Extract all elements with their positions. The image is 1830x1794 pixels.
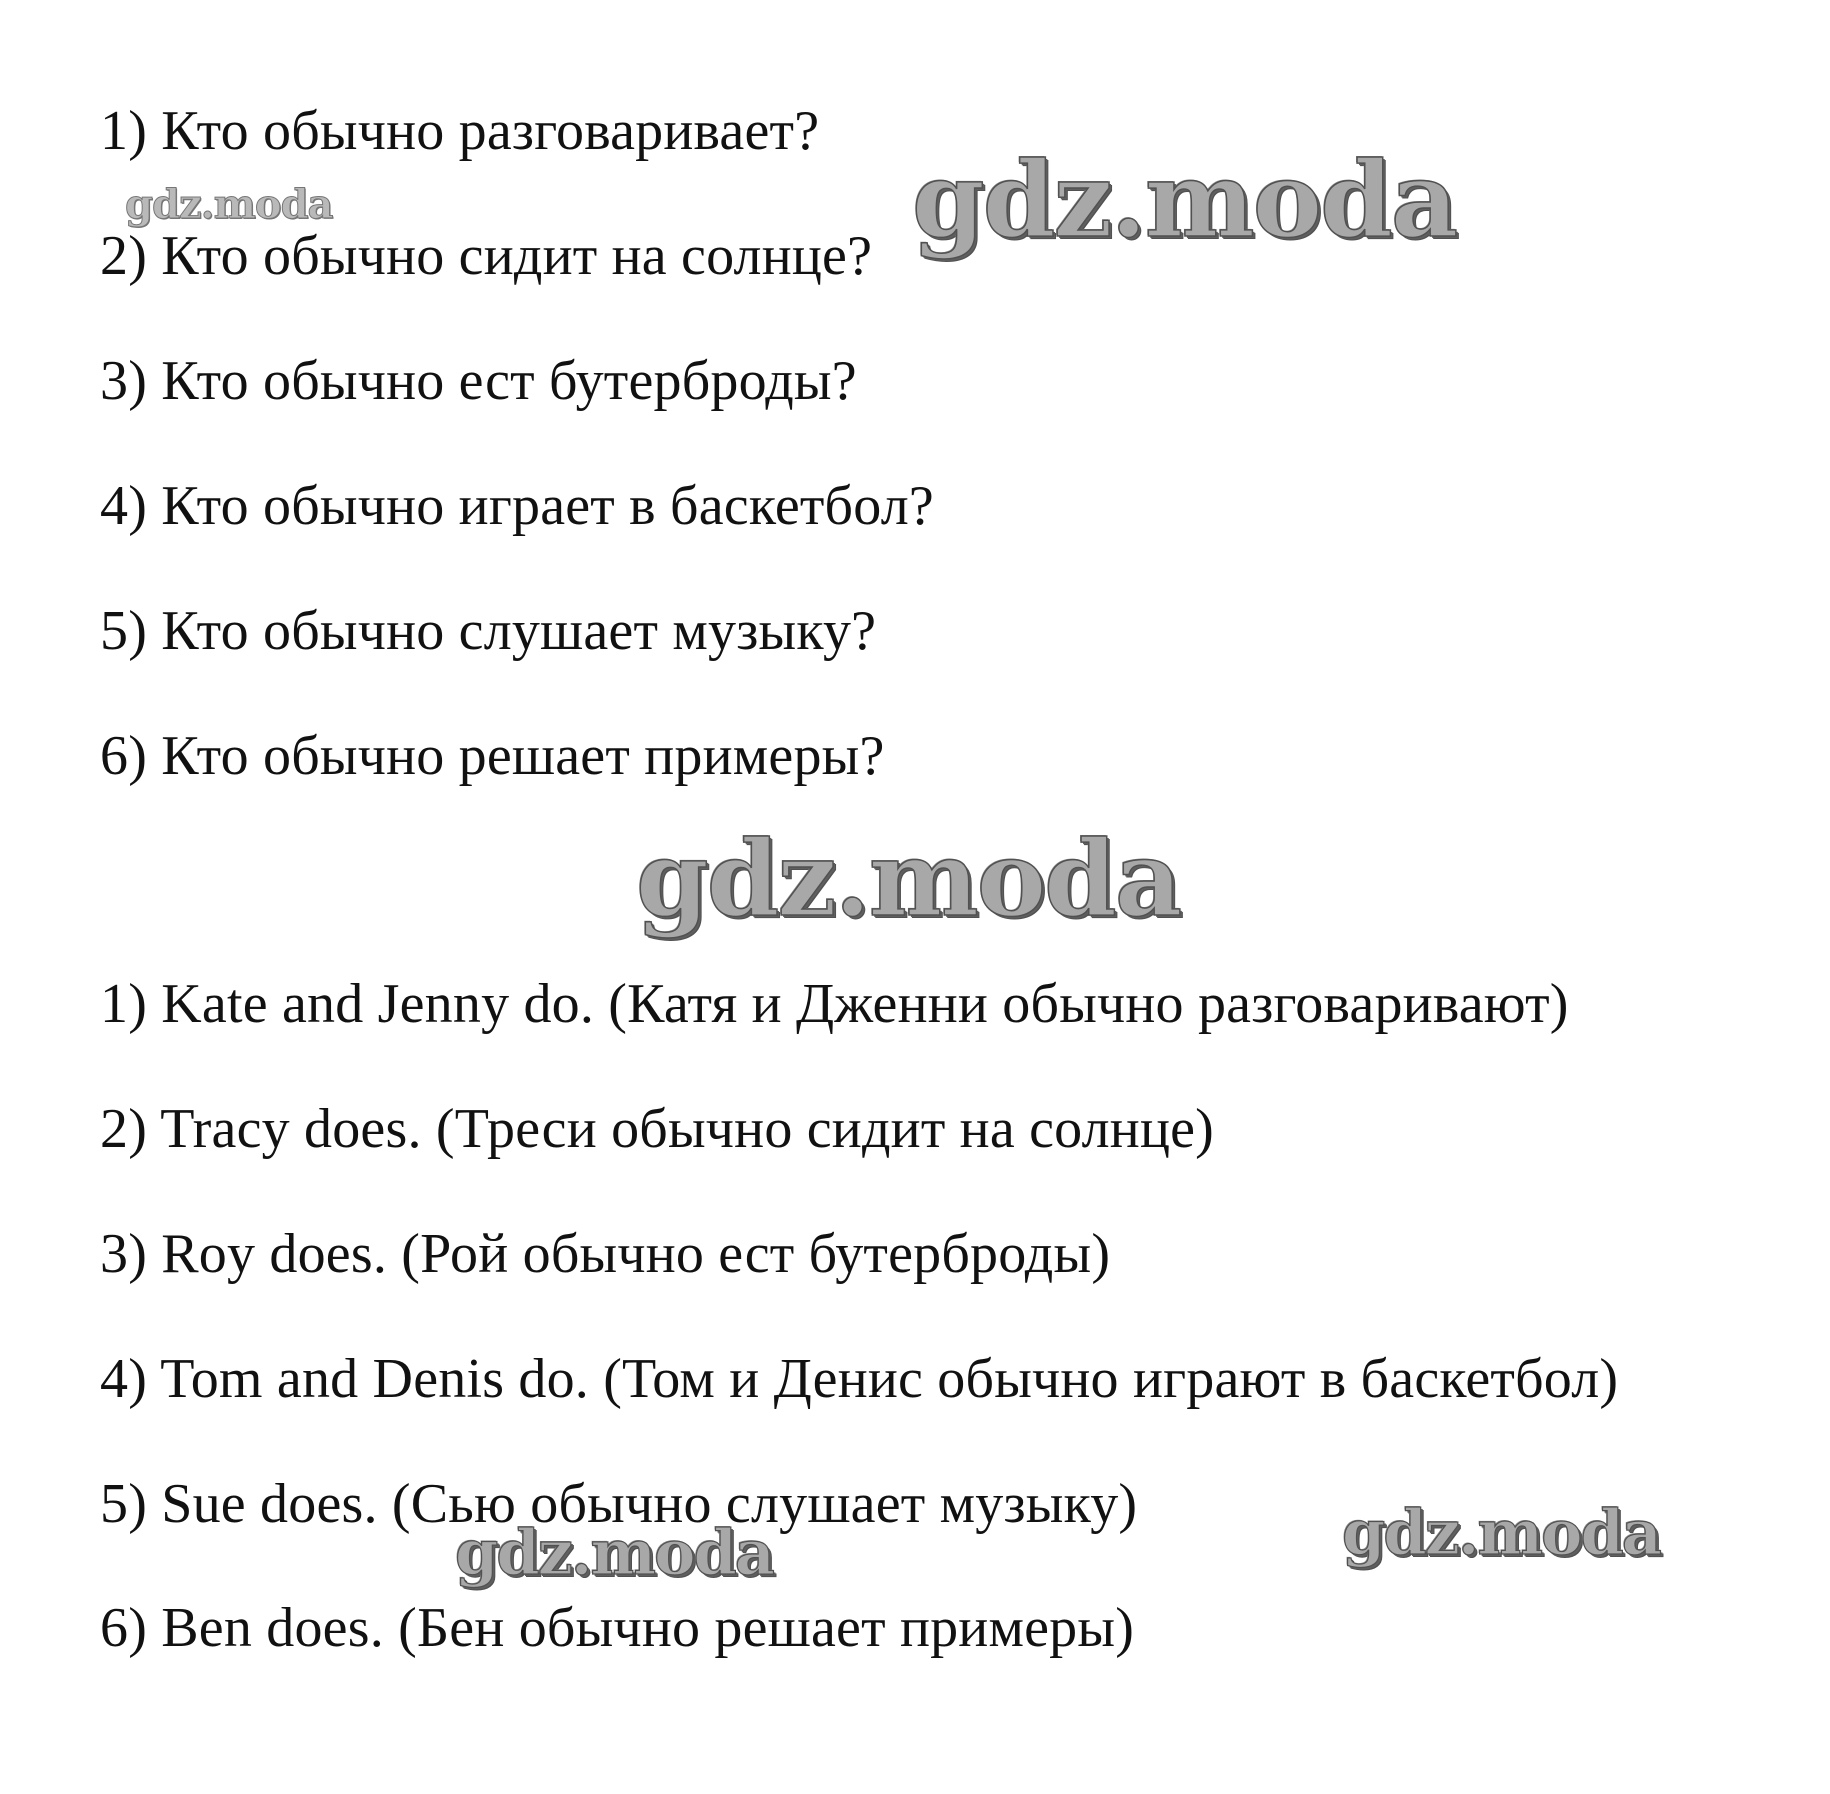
question-6: 6) Кто обычно решает примеры? [100,725,885,787]
question-5: 5) Кто обычно слушает музыку? [100,600,877,662]
question-2: 2) Кто обычно сидит на солнце? [100,225,873,287]
answer-2: 2) Tracy does. (Треси обычно сидит на солнце) [100,1098,1215,1160]
question-4: 4) Кто обычно играет в баскетбол? [100,475,934,537]
answer-5: 5) Sue does. (Сью обычно слушает музыку) [100,1473,1138,1535]
answer-4: 4) Tom and Denis do. (Том и Денис обычно играют в баскетбол) [100,1348,1619,1410]
answer-3: 3) Roy does. (Рой обычно ест бутерброды) [100,1223,1111,1285]
answer-6: 6) Ben does. (Бен обычно решает примеры) [100,1597,1135,1659]
answer-1: 1) Kate and Jenny do. (Катя и Дженни обычно разговаривают) [100,973,1569,1035]
watermark-center: gdz.moda [636,817,1181,940]
question-3: 3) Кто обычно ест бутерброды? [100,350,857,412]
watermark-small: gdz.moda [125,181,333,228]
watermark-top: gdz.moda [912,138,1457,261]
watermark-bottom-right: gdz.moda [1342,1496,1660,1569]
watermark-bottom-left: gdz.moda [455,1516,773,1589]
question-1: 1) Кто обычно разговаривает? [100,100,820,162]
